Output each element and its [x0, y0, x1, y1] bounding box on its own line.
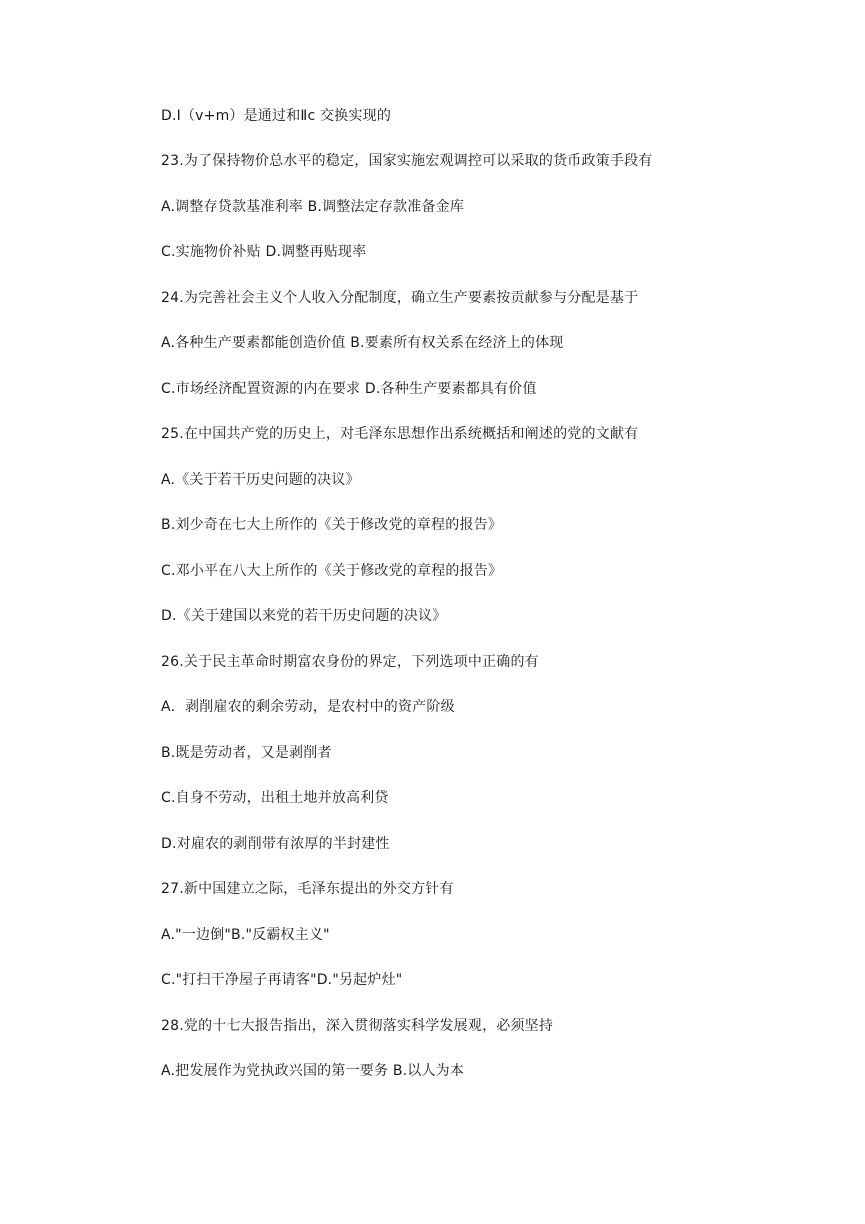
question-line: 23.为了保持物价总水平的稳定，国家实施宏观调控可以采取的货币政策手段有	[161, 153, 653, 169]
option-line: C.实施物价补贴 D.调整再贴现率	[161, 244, 367, 260]
option-line: D.《关于建国以来党的若干历史问题的决议》	[161, 608, 447, 624]
question-line: 26.关于民主革命时期富农身份的界定，下列选项中正确的有	[161, 654, 539, 670]
option-line: A．剥削雇农的剩余劳动，是农村中的资产阶级	[161, 699, 455, 715]
option-line: C.邓小平在八大上所作的《关于修改党的章程的报告》	[161, 563, 503, 579]
question-line: 25.在中国共产党的历史上，对毛泽东思想作出系统概括和阐述的党的文献有	[161, 426, 639, 442]
option-line: B.刘少奇在七大上所作的《关于修改党的章程的报告》	[161, 517, 503, 533]
option-line: D.Ⅰ（v+m）是通过和Ⅱc 交换实现的	[161, 108, 392, 124]
option-line: A.《关于若干历史问题的决议》	[161, 472, 360, 488]
option-line: B.既是劳动者，又是剥削者	[161, 745, 332, 761]
option-line: C.市场经济配置资源的内在要求 D.各种生产要素都具有价值	[161, 381, 537, 397]
question-line: 28.党的十七大报告指出，深入贯彻落实科学发展观，必须坚持	[161, 1018, 554, 1034]
option-line: A.把发展作为党执政兴国的第一要务 B.以人为本	[161, 1063, 465, 1079]
option-line: A.各种生产要素都能创造价值 B.要素所有权关系在经济上的体现	[161, 335, 564, 351]
option-line: D.对雇农的剥削带有浓厚的半封建性	[161, 836, 390, 852]
option-line: A."一边倒"B."反霸权主义"	[161, 927, 330, 943]
question-line: 24.为完善社会主义个人收入分配制度，确立生产要素按贡献参与分配是基于	[161, 290, 639, 306]
option-line: C.自身不劳动，出租土地并放高利贷	[161, 790, 389, 806]
question-line: 27.新中国建立之际，毛泽东提出的外交方针有	[161, 881, 454, 897]
option-line: A.调整存贷款基准利率 B.调整法定存款准备金库	[161, 199, 465, 215]
option-line: C."打扫干净屋子再请客"D."另起炉灶"	[161, 972, 403, 988]
